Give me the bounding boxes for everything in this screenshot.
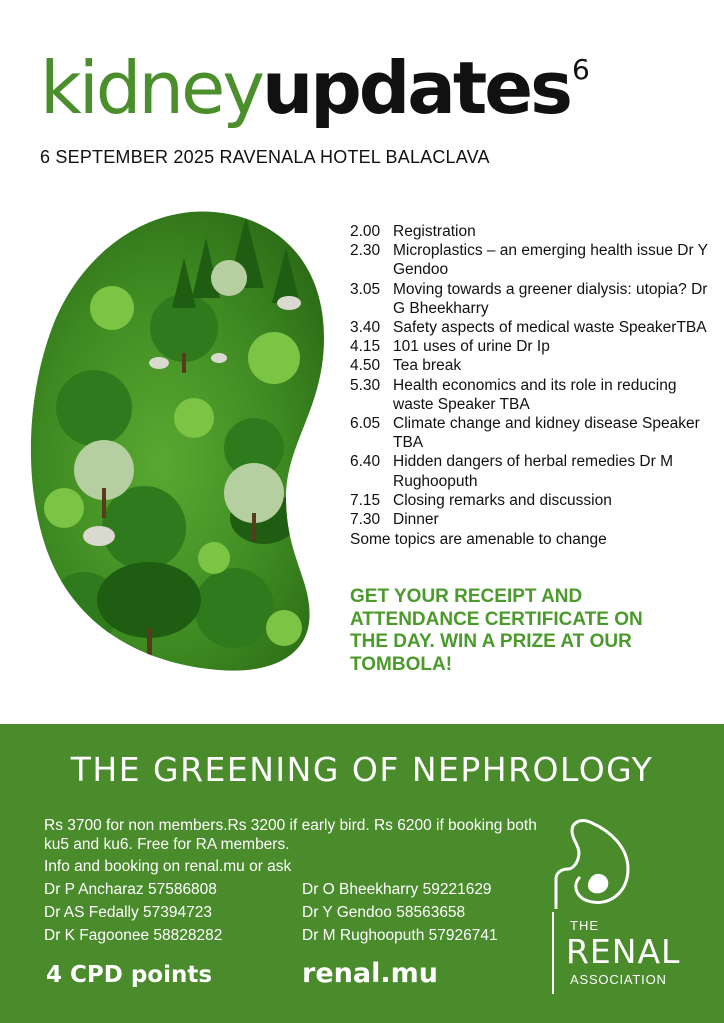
contact-entry: Dr O Bheekharry 59221629 (302, 881, 492, 898)
schedule-item: Microplastics – an emerging health issue Dr Y Gendoo (393, 242, 708, 279)
pricing-text: Rs 3700 for non members.Rs 3200 if early bird. Rs 6200 if booking both ku5 and ku6. Free for RA members. (44, 817, 537, 853)
logo-divider (552, 912, 554, 994)
logo-association: ASSOCIATION (570, 972, 667, 987)
kidney-forest-illustration (24, 208, 330, 674)
logo-the: THE (570, 918, 599, 933)
schedule-item: Moving towards a greener dialysis: utopia? Dr G Bheekharry (393, 280, 708, 317)
schedule-item: 101 uses of urine Dr Ip (393, 338, 550, 356)
schedule-time: 2.00 (350, 223, 381, 240)
programme-schedule (350, 222, 720, 549)
schedule-row (350, 376, 720, 414)
schedule-time: 4.15 (350, 338, 381, 356)
schedule-item: Tea break (393, 357, 462, 375)
schedule-time: 7.15 (350, 491, 381, 509)
schedule-item: Climate change and kidney disease Speaker TBA (393, 415, 700, 452)
title-edition-number: 6 (571, 53, 590, 86)
schedule-note: Some topics are amenable to change (350, 531, 607, 549)
schedule-time: 3.40 (350, 319, 381, 337)
schedule-item: Dinner (393, 511, 439, 529)
footer-band (0, 724, 724, 1023)
booking-info: Info and booking on renal.mu or ask (44, 858, 292, 875)
schedule-row (350, 452, 720, 490)
schedule-row (350, 241, 720, 279)
schedule-item: Hidden dangers of herbal remedies Dr M Rughooputh (393, 453, 673, 490)
theme-title: THE GREENING OF NEPHROLOGY (70, 750, 654, 789)
title-updates: updates (261, 46, 570, 130)
website-link[interactable]: renal.mu (302, 958, 438, 989)
contact-entry: Dr K Fagoonee 58828282 (44, 927, 223, 944)
title-kidney: kidney (40, 46, 262, 130)
schedule-time: 6.40 (350, 453, 381, 471)
event-title (40, 46, 590, 130)
schedule-item: Closing remarks and discussion (393, 491, 612, 509)
schedule-time: 3.05 (350, 280, 381, 298)
schedule-time: 2.30 (350, 242, 381, 260)
schedule-row (350, 414, 720, 452)
contact-entry: Dr P Ancharaz 57586808 (44, 881, 217, 898)
cpd-points: 4 CPD points (46, 962, 213, 988)
schedule-row (350, 337, 720, 356)
schedule-row (350, 510, 720, 529)
schedule-row (350, 318, 720, 337)
contact-entry: Dr M Rughooputh 57926741 (302, 927, 498, 944)
contact-entry: Dr AS Fedally 57394723 (44, 904, 213, 921)
contact-entry: Dr Y Gendoo 58563658 (302, 904, 466, 921)
schedule-row (350, 356, 720, 375)
schedule-item: Health economics and its role in reducing waste Speaker TBA (393, 376, 677, 413)
schedule-item: Safety aspects of medical waste SpeakerTBA (393, 319, 707, 337)
schedule-row (350, 491, 720, 510)
call-to-action: GET YOUR RECEIPT AND ATTENDANCE CERTIFICATE ON THE DAY. WIN A PRIZE AT OUR TOMBOLA! (350, 586, 643, 675)
schedule-row (350, 222, 720, 241)
renal-association-kidney-icon (550, 819, 640, 911)
schedule-time: 5.30 (350, 376, 381, 394)
schedule-time: 4.50 (350, 357, 381, 375)
logo-renal: RENAL (566, 932, 681, 971)
schedule-row (350, 280, 720, 318)
date-venue: 6 SEPTEMBER 2025 RAVENALA HOTEL BALACLAVA (40, 147, 490, 167)
schedule-item: Registration (393, 223, 476, 240)
schedule-time: 6.05 (350, 415, 381, 433)
schedule-time: 7.30 (350, 511, 381, 529)
